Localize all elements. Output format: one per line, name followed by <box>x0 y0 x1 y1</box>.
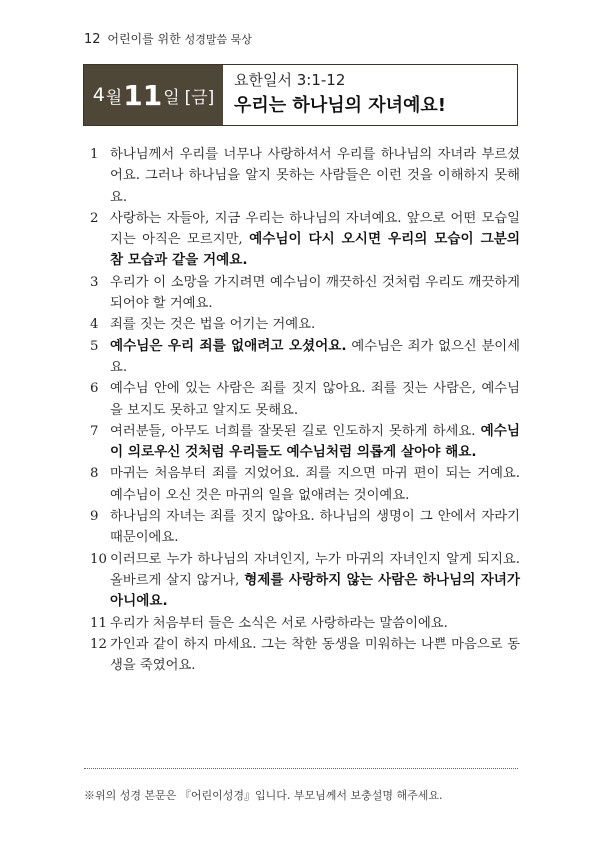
date-month-unit: 월 <box>105 87 123 108</box>
verse-text <box>110 549 520 613</box>
page-number: 12 <box>84 32 101 47</box>
verse-segment: 마귀는 처음부터 죄를 지었어요. 죄를 지으면 마귀 편이 되는 거예요. 예수님이 오신 것은 마귀의 일을 없애려는 것이예요. <box>110 466 520 503</box>
verse <box>90 463 520 506</box>
date-badge <box>84 65 223 125</box>
verse-highlight: 예수님이 다시 오시면 우리의 모습이 그분의 참 모습과 같을 거예요. <box>110 231 521 269</box>
verse-number: 4 <box>90 317 99 333</box>
verse-segment: 죄를 짓는 것은 법을 어기는 거예요. <box>110 317 316 333</box>
verse-text <box>110 314 520 335</box>
verse-text <box>110 144 520 208</box>
book-title-part2: 성경말씀 묵상 <box>184 33 252 46</box>
verse-segment: 가인과 같이 하지 마세요. 그는 착한 동생을 미워하는 나쁜 마음으로 동생을 죽였어요. <box>110 636 520 674</box>
verse <box>90 272 520 315</box>
verse-segment: 예수님 안에 있는 사람은 죄를 짓지 않아요. 죄를 짓는 사람은, 예수님을 보지도 못하고 알지도 못해요. <box>110 381 520 418</box>
page-title: 우리는 하나님의 자녀예요! <box>234 95 447 116</box>
verse-segment: 하나님께서 우리를 너무나 사랑하셔서 우리를 하나님의 자녀라 부르셨어요. 그러나 하나님을 알지 못하는 사람들은 이런 것을 이해하지 못해요. <box>110 147 520 205</box>
verse <box>90 144 520 208</box>
date-day-unit: 일 <box>163 87 180 108</box>
verse-number: 12 <box>90 636 107 652</box>
verse-segment: 우리가 처음부터 들은 소식은 서로 사랑하라는 말씀이에요. <box>110 615 448 631</box>
book-title-part1: 어린이를 위한 <box>107 32 181 46</box>
verse-text <box>110 336 520 379</box>
verse-number: 2 <box>90 210 99 226</box>
date-day: 11 <box>123 78 163 112</box>
verse-number: 5 <box>90 338 99 354</box>
verse <box>90 421 520 464</box>
verse <box>90 208 520 272</box>
date-month: 4 <box>92 84 105 106</box>
verse <box>90 336 520 379</box>
verse-segment: 이러므로 누가 하나님의 자녀인지, 누가 마귀의 자녀인지 알게 되지요. 올바르게 살지 않거나, <box>110 551 520 588</box>
verse <box>90 378 520 421</box>
verse-text <box>110 634 520 677</box>
verse-number: 3 <box>90 274 99 290</box>
verse-number: 6 <box>90 381 99 397</box>
verse-number: 11 <box>90 615 107 631</box>
verse <box>90 506 520 549</box>
verse <box>90 549 520 613</box>
verse <box>90 634 520 677</box>
verse-list <box>90 144 520 676</box>
verse-text <box>110 378 520 421</box>
verse-segment: 사랑하는 자들아, 지금 우리는 하나님의 자녀예요. 앞으로 어떤 모습일지는 아직은 모르지만, <box>110 210 520 248</box>
running-header <box>84 30 252 47</box>
verse-segment: 우리가 이 소망을 가지려면 예수님이 깨끗하신 것처럼 우리도 깨끗하게 되어야 할 거예요. <box>110 274 520 312</box>
devotion-header <box>83 64 518 126</box>
verse-segment: 여러분들, 아무도 너희를 잘못된 길로 인도하지 못하게 하세요. <box>110 423 481 439</box>
footnote: ※위의 성경 본문은 『어린이성경』입니다. 부모님께서 보충설명 해주세요. <box>84 789 443 802</box>
passage-reference: 요한일서 3:1-12 <box>234 71 346 89</box>
verse-highlight: 예수님은 우리 죄를 없애려고 오셨어요. <box>110 337 347 354</box>
verse-segment: 하나님의 자녀는 죄를 짓지 않아요. 하나님의 생명이 그 안에서 자라기 때문이에요. <box>110 509 520 546</box>
verse-number: 10 <box>90 551 107 567</box>
verse-number: 1 <box>90 147 99 162</box>
verse-highlight: 형제를 사랑하지 않는 사람은 하나님의 자녀가 아니에요. <box>110 571 520 610</box>
title-area <box>223 65 517 125</box>
verse-text <box>110 506 520 549</box>
verse-text <box>110 272 520 315</box>
verse-segment: 예수님은 죄가 없으신 분이세요. <box>110 338 520 375</box>
verse-highlight: 예수님이 의로우신 것처럼 우리들도 예수님처럼 의롭게 살아야 해요. <box>110 422 520 461</box>
verse <box>90 613 520 634</box>
verse-number: 7 <box>90 423 99 439</box>
footnote-divider <box>84 768 518 769</box>
date-weekday: [금] <box>184 87 215 108</box>
verse-number: 8 <box>90 466 99 482</box>
verse-text <box>110 463 520 506</box>
verse-text <box>110 208 520 272</box>
verse <box>90 314 520 335</box>
verse-text <box>110 421 520 464</box>
verse-number: 9 <box>90 509 99 525</box>
verse-text <box>110 613 520 634</box>
